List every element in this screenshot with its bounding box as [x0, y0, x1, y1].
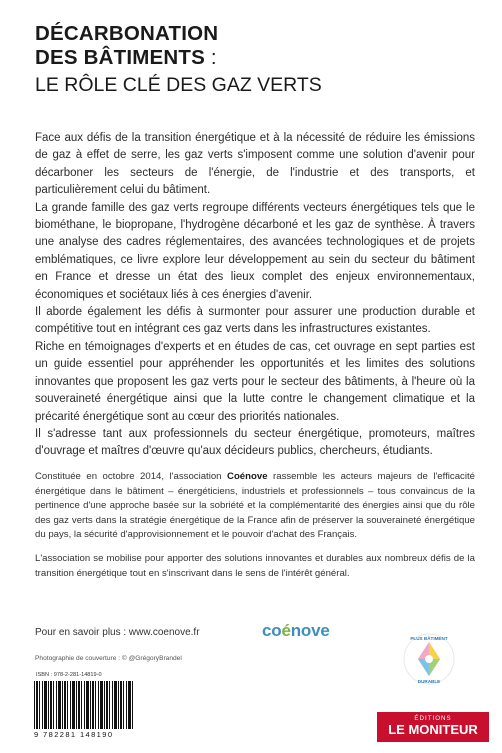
publisher-logo — [377, 712, 489, 742]
isbn-label: ISBN : 978-2-281-14819-0 — [36, 672, 102, 678]
barcode-icon — [34, 681, 134, 729]
title-colon: : — [205, 46, 217, 69]
association-description: rassemble les acteurs majeurs de l'efficacité énergétique dans le bâtiment – énergéticiens, industriels et professionnels – tous convaincus de la pertinence d'une approche basée sur la sobriété et la complémentarité des énergies ainsi que du rôle des gaz verts dans la stratégie énergétique de la France afin de préserver la souveraineté énergétique du pays, la sécurité d'approvisionnement et le pouvoir d'achat des Français. — [35, 471, 475, 541]
logo-part: co — [262, 621, 282, 640]
description-paragraph: Il aborde également les défis à surmonter pour assurer une production durable et compétitive tout en intégrant ces gaz verts dans les infrastructures existantes. — [35, 306, 475, 336]
more-info-link[interactable]: Pour en savoir plus : www.coenove.fr — [35, 627, 200, 638]
plus-batiment-durable-badge — [402, 632, 456, 686]
description-paragraph: Il s'adresse tant aux professionnels du secteur énergétique, promoteurs, maîtres d'ouvrage et maîtres d'œuvre qu'aux décideurs publics, chercheurs, étudiants. — [35, 427, 475, 458]
logo-accent: é — [281, 621, 291, 640]
description-paragraph: Riche en témoignages d'experts et en études de cas, cet ouvrage en sept parties est un guide essentiel pour appréhender les opportunités et les limites des solutions innovantes que proposent les gaz verts pour le secteur des bâtiments, à l'heure où la souveraineté énergétique ainsi que la lutte contre le changement climatique et la précarité énergétique sont au cœur des priorités nationales. — [35, 340, 475, 423]
title-line-1: DÉCARBONATION — [35, 22, 219, 45]
association-mission: L'association se mobilise pour apporter des solutions innovantes et durables aux nombreux défis de la transition énergétique tout en s'inscrivant dans le sens de l'intérêt général. — [35, 552, 475, 579]
barcode-digits: 9 782281 148190 — [34, 730, 114, 739]
coenove-logo — [262, 621, 330, 641]
book-subtitle: LE RÔLE CLÉ DES GAZ VERTS — [35, 74, 322, 96]
publisher-label: ÉDITIONS — [414, 715, 452, 722]
description-paragraph: Face aux défis de la transition énergétique et à la nécessité de réduire les émissions de gaz à effet de serre, les gaz verts s'imposent comme une solution d'avenir pour décarboner les secteurs de l'énergie, de l'industrie et des transports, et particulièrement celui du bâtiment. — [35, 132, 475, 197]
badge-top-text: PLUS BÂTIMENT — [410, 636, 448, 641]
association-paragraph — [35, 470, 475, 543]
title-line-2-text: DES BÂTIMENTS — [35, 46, 206, 69]
description-paragraph: La grande famille des gaz verts regroupe différents vecteurs énergétiques tels que le biométhane, le biopropane, l'hydrogène décarboné et les gaz de synthèse. À travers une analyse des cadres réglementaires, des avancées technologiques et de projets emblématiques, ce livre explore leur développement au sein du secteur du bâtiment en France et dresse un état des lieux complet des enjeux environnementaux, économiques et sociétaux liés à ces énergies d'avenir. — [35, 201, 475, 301]
publisher-name: LE MONITEUR — [388, 722, 478, 737]
badge-bottom-text: DURABLE — [417, 679, 441, 684]
association-section — [35, 470, 475, 590]
logo-part: nove — [290, 621, 330, 640]
photo-credit: Photographie de couverture : © @GrégoryBrandel — [35, 655, 182, 662]
title-line-2 — [35, 46, 475, 70]
back-cover-description — [35, 130, 475, 461]
book-title — [35, 22, 475, 98]
isbn-barcode — [34, 672, 142, 744]
association-name: Coénove — [227, 471, 268, 482]
association-intro: Constituée en octobre 2014, l'association — [35, 471, 228, 482]
